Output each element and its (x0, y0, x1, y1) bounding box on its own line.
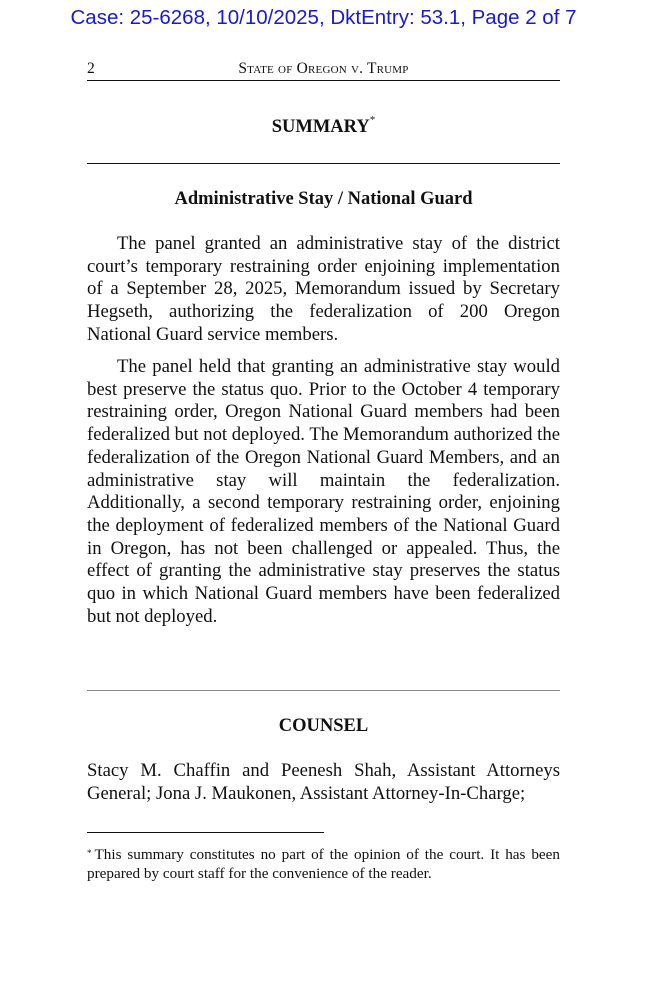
summary-subheading: Administrative Stay / National Guard (174, 189, 473, 209)
summary-paragraph-2 (87, 356, 560, 628)
counsel-heading: COUNSEL (278, 716, 369, 736)
docket-stamp: Case: 25-6268, 10/10/2025, DktEntry: 53.1, Page 2 of 7 (70, 6, 577, 29)
paragraph-text: The panel held that granting an administrative stay would best preserve the status quo. Prior to the October 4 temporary restraining order, Oregon National Guard members had been federalized but not deployed. The Memorandum authorized the federalization of the Oregon National Guard Members, and an administrative stay will maintain the federalization. Additionally, a second temporary restraining order, enjoining the deployment of federalized members of the National Guard in Oregon, has not been challenged or appealed. Thus, the effect of granting the administrative stay preserves the status quo in which National Guard members have been federalized but not deployed. (87, 356, 560, 627)
page-number: 2 (87, 60, 95, 77)
summary-heading (87, 114, 560, 138)
counsel-section (87, 760, 560, 805)
summary-heading-text: SUMMARY (271, 117, 370, 137)
running-head (87, 60, 560, 81)
section-divider (87, 163, 560, 164)
footnote-text: This summary constitutes no part of the opinion of the court. It has been prepared by court staff for the convenience of the reader. (87, 846, 560, 882)
footnote-marker: * (87, 848, 92, 858)
footnote-ref: * (369, 114, 376, 126)
footnote (87, 845, 560, 883)
case-title: State of Oregon v. Trump (238, 60, 409, 77)
footnote-divider (87, 832, 324, 833)
counsel-text: Stacy M. Chaffin and Peenesh Shah, Assistant Attorneys General; Jona J. Maukonen, Assistant Attorney-In-Charge; (87, 760, 560, 804)
section-divider (87, 690, 560, 691)
paragraph-text: The panel granted an administrative stay of the district court’s temporary restraining order enjoining implementation of a September 28, 2025, Memorandum issued by Secretary Hegseth, authorizing the federalization of 200 Oregon National Guard service members. (87, 233, 560, 345)
summary-paragraph-1 (87, 233, 560, 347)
